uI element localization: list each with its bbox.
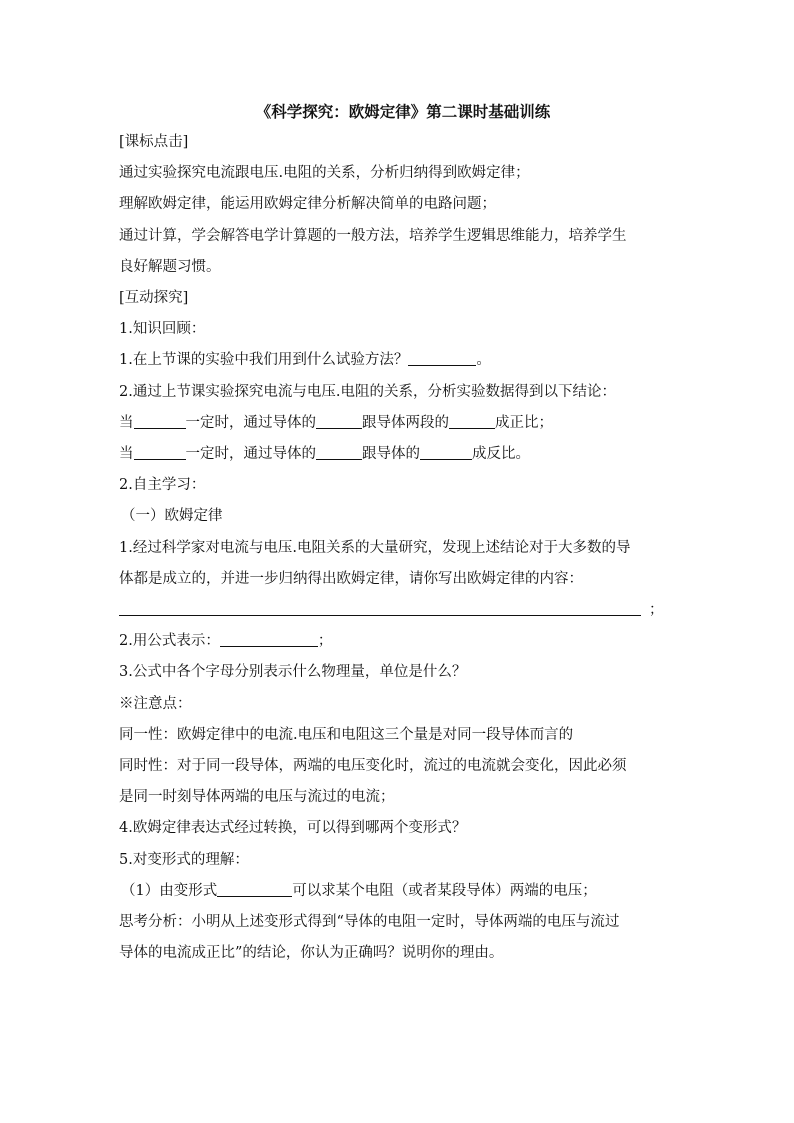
answer-blank[interactable] (119, 601, 641, 616)
study-5-item-1-text-b: 可以求某个电阻（或者某段导体）两端的电压； (292, 882, 597, 899)
conclusion-2-part-d: 成反比。 (472, 446, 530, 463)
answer-blank[interactable] (217, 882, 292, 897)
think-line-1: 思考分析：小明从上述变形式得到“导体的电阻一定时，导体两端的电压与流过 (119, 914, 620, 931)
conclusion-2-part-a: 当 (119, 446, 134, 463)
question-1-text: 1.在上节课的实验中我们用到什么试验方法？ (119, 352, 409, 369)
study-5-item-1 (119, 876, 679, 907)
answer-blank[interactable] (420, 445, 472, 460)
document-title: 《科学探究：欧姆定律》第二课时基础训练 (255, 102, 551, 121)
conclusion-2 (119, 439, 679, 470)
study-2 (119, 626, 679, 657)
goal-3-line-1: 通过计算，学会解答电学计算题的一般方法，培养学生逻辑思维能力，培养学生 (119, 227, 627, 244)
answer-blank[interactable] (316, 445, 362, 460)
goal-3-line-2: 良好解题习惯。 (119, 258, 221, 275)
question-2: 2.通过上节课实验探究电流与电压.电阻的关系，分析实验数据得到以下结论： (119, 383, 616, 400)
question-1 (119, 345, 679, 376)
study-4: 4.欧姆定律表达式经过转换，可以得到哪两个变形式？ (119, 820, 467, 837)
study-5-item-1-text-a: （1）由变形式 (121, 882, 218, 899)
goal-2: 理解欧姆定律，能运用欧姆定律分析解决简单的电路问题； (119, 196, 496, 213)
answer-blank[interactable] (316, 414, 362, 429)
note-2-line-1: 同时性：对于同一段导体，两端的电压变化时，流过的电流就会变化，因此必须 (119, 758, 627, 775)
note-1: 同一性：欧姆定律中的电流.电压和电阻这三个量是对同一段导体而言的 (119, 726, 574, 743)
conclusion-2-part-c: 跟导体的 (362, 446, 420, 463)
answer-blank[interactable] (449, 414, 495, 429)
study-2-text: 2.用公式表示： (119, 633, 220, 650)
study-1-end: ； (649, 602, 664, 619)
conclusion-2-part-b: 一定时，通过导体的 (185, 446, 316, 463)
answer-blank[interactable] (408, 351, 476, 366)
conclusion-1-part-b: 一定时，通过导体的 (185, 414, 316, 431)
answer-blank[interactable] (134, 445, 186, 460)
study-3: 3.公式中各个字母分别表示什么物理量，单位是什么？ (119, 664, 467, 681)
answer-blank[interactable] (134, 414, 186, 429)
study-1-line-1: 1.经过科学家对电流与电压.电阻关系的大量研究，发现上述结论对于大多数的导 (119, 539, 631, 556)
conclusion-1-part-d: 成正比； (495, 414, 553, 431)
note-heading: ※注意点： (119, 695, 192, 712)
conclusion-1-part-c: 跟导体两段的 (362, 414, 449, 431)
study-1-answer-line (119, 595, 679, 626)
goal-1: 通过实验探究电流跟电压.电阻的关系，分析归纳得到欧姆定律； (119, 165, 530, 182)
conclusion-1 (119, 408, 679, 439)
conclusion-1-part-a: 当 (119, 414, 134, 431)
study-2-end: ； (317, 633, 333, 650)
question-1-end: 。 (476, 352, 491, 369)
note-2-line-2: 是同一时刻导体两端的电压与流过的电流； (119, 789, 395, 806)
section-heading-hudong: [互动探究] (119, 290, 189, 307)
review-heading: 1.知识回顾： (119, 321, 206, 338)
think-line-2: 导体的电流成正比”的结论，你认为正确吗？说明你的理由。 (119, 945, 504, 962)
document-body (119, 98, 679, 969)
answer-blank[interactable] (220, 632, 318, 647)
self-study-heading: 2.自主学习： (119, 477, 206, 494)
part-one-heading: （一）欧姆定律 (121, 508, 223, 525)
study-1-line-2: 体都是成立的，并进一步归纳得出欧姆定律，请你写出欧姆定律的内容： (119, 570, 583, 587)
section-heading-kebiao: [课标点击] (119, 134, 189, 150)
study-5: 5.对变形式的理解： (119, 851, 249, 868)
